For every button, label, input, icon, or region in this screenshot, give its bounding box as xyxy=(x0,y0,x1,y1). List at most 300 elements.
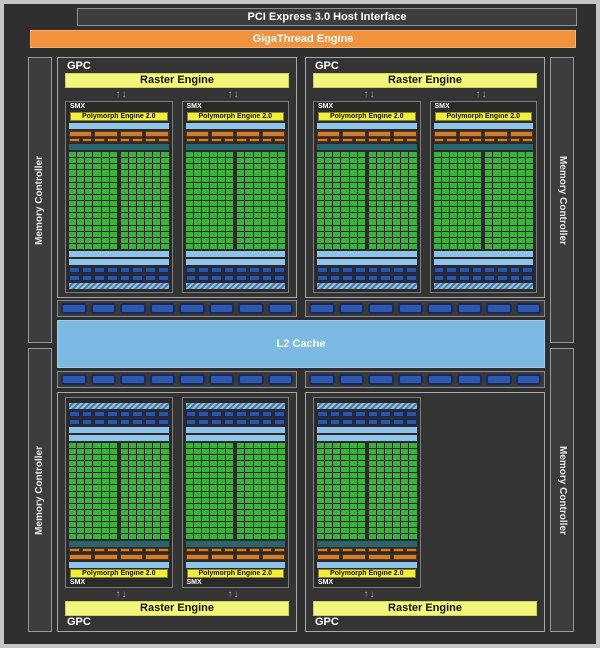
cuda-core-cell xyxy=(458,189,465,194)
cuda-core-cell xyxy=(377,528,384,533)
cuda-core-cell xyxy=(210,504,217,509)
smx-label: SMX xyxy=(70,103,86,110)
dispatch-unit-cell xyxy=(406,548,417,552)
cuda-core-cell xyxy=(526,189,533,194)
cuda-core-cell xyxy=(393,164,400,169)
cuda-core-cell xyxy=(102,164,109,169)
cuda-core-cell xyxy=(341,189,348,194)
cuda-core-cell xyxy=(93,479,100,484)
cuda-core-cell xyxy=(510,219,517,224)
cuda-core-cell xyxy=(350,467,357,472)
load-store-unit-row xyxy=(317,275,417,281)
cuda-core-cell xyxy=(333,467,340,472)
cuda-core-cell xyxy=(262,170,269,175)
cuda-core-cell xyxy=(393,504,400,509)
cuda-core-cell xyxy=(237,238,244,243)
cuda-core-cell xyxy=(218,485,225,490)
cuda-core-cell xyxy=(153,522,160,527)
cuda-core-cell xyxy=(153,244,160,249)
cuda-core-cell xyxy=(218,449,225,454)
cuda-core-cell xyxy=(325,485,332,490)
cuda-core-cell xyxy=(226,510,233,515)
load-store-unit-cell xyxy=(198,419,209,425)
cuda-core-cell xyxy=(85,232,92,237)
cuda-core-cell xyxy=(474,152,481,157)
cuda-core-cell xyxy=(137,158,144,163)
cuda-core-cell xyxy=(254,449,261,454)
cuda-core-cell xyxy=(409,238,416,243)
cuda-core-cell xyxy=(333,528,340,533)
cuda-core-cell xyxy=(278,492,285,497)
warp-scheduler-cell xyxy=(145,131,168,137)
cuda-core-cell xyxy=(202,449,209,454)
cuda-core-cell xyxy=(210,244,217,249)
cuda-core-cell xyxy=(245,213,252,218)
cuda-core-cell xyxy=(85,177,92,182)
cuda-core-cell xyxy=(385,534,392,539)
cuda-core-cell xyxy=(350,455,357,460)
cuda-core-cell xyxy=(341,443,348,448)
cuda-core-cell xyxy=(237,534,244,539)
cuda-core-cell xyxy=(358,492,365,497)
load-store-unit-cell xyxy=(342,419,353,425)
cuda-core-cell xyxy=(278,467,285,472)
cuda-core-cell xyxy=(121,449,128,454)
cuda-core-cell xyxy=(458,183,465,188)
cuda-core-cell xyxy=(137,455,144,460)
cuda-core-cell xyxy=(526,238,533,243)
cuda-core-grid-half xyxy=(369,443,417,539)
cuda-core-cell xyxy=(69,244,76,249)
cuda-core-cell xyxy=(262,449,269,454)
crossbar-port-pill xyxy=(238,303,264,314)
cuda-core-cell xyxy=(121,522,128,527)
texture-cache-bar xyxy=(317,427,417,433)
dispatch-unit-cell xyxy=(472,138,483,142)
cuda-core-cell xyxy=(93,449,100,454)
cuda-core-cell xyxy=(77,461,84,466)
load-store-unit-cell xyxy=(224,275,235,281)
cuda-core-cell xyxy=(393,534,400,539)
cuda-core-cell xyxy=(369,522,376,527)
cuda-core-cell xyxy=(121,498,128,503)
cuda-core-cell xyxy=(377,232,384,237)
cuda-core-cell xyxy=(434,226,441,231)
cuda-core-cell xyxy=(77,244,84,249)
cuda-core-cell xyxy=(121,226,128,231)
cuda-core-cell xyxy=(485,244,492,249)
cuda-core-cell xyxy=(409,485,416,490)
gpc-top-left xyxy=(57,57,297,298)
cuda-core-cell xyxy=(110,449,117,454)
gpc-bottom-left xyxy=(57,392,297,632)
cuda-core-cell xyxy=(278,522,285,527)
cuda-core-cell xyxy=(237,473,244,478)
shared-memory-bar xyxy=(69,403,169,409)
cuda-core-cell xyxy=(401,516,408,521)
cuda-core-cell xyxy=(186,461,193,466)
cuda-core-cell xyxy=(93,183,100,188)
cuda-core-cell xyxy=(186,177,193,182)
cuda-core-cell xyxy=(93,189,100,194)
cuda-core-cell xyxy=(434,213,441,218)
cuda-core-cell xyxy=(458,244,465,249)
cuda-core-cell xyxy=(458,170,465,175)
cuda-core-cell xyxy=(129,189,136,194)
cuda-core-cell xyxy=(218,443,225,448)
cuda-core-cell xyxy=(245,244,252,249)
cuda-core-cell xyxy=(69,504,76,509)
cuda-core-cell xyxy=(434,152,441,157)
cuda-core-cell xyxy=(466,207,473,212)
load-store-unit-cell xyxy=(330,411,341,417)
cuda-core-cell xyxy=(333,443,340,448)
cuda-core-cell xyxy=(237,479,244,484)
dispatch-unit-cell xyxy=(355,548,366,552)
gpc-label: GPC xyxy=(67,616,91,628)
cuda-core-cell xyxy=(254,510,261,515)
cuda-core-cell xyxy=(393,461,400,466)
arrow-pair xyxy=(313,588,425,601)
cuda-core-cell xyxy=(401,238,408,243)
cuda-core-cell xyxy=(110,510,117,515)
cuda-core-cell xyxy=(278,158,285,163)
cuda-core-cell xyxy=(226,195,233,200)
cuda-core-cell xyxy=(317,189,324,194)
cuda-core-cell xyxy=(161,213,168,218)
cuda-core-cell xyxy=(369,528,376,533)
cuda-core-cell xyxy=(110,177,117,182)
cuda-core-cell xyxy=(85,455,92,460)
cuda-core-cell xyxy=(245,232,252,237)
cuda-core-cell xyxy=(350,485,357,490)
cuda-core-cell xyxy=(110,504,117,509)
cuda-core-cell xyxy=(350,195,357,200)
cuda-core-cell xyxy=(218,492,225,497)
cuda-core-cell xyxy=(102,449,109,454)
cuda-core-cell xyxy=(202,201,209,206)
cuda-core-cell xyxy=(237,467,244,472)
cuda-core-cell xyxy=(350,219,357,224)
load-store-unit-row xyxy=(186,419,286,425)
cuda-core-cell xyxy=(194,207,201,212)
cuda-core-cell xyxy=(485,201,492,206)
cuda-core-cell xyxy=(77,528,84,533)
cuda-core-cell xyxy=(102,504,109,509)
cuda-core-cell xyxy=(110,207,117,212)
cuda-core-cell xyxy=(485,152,492,157)
cuda-core-cell xyxy=(129,485,136,490)
crossbar-port-pill xyxy=(486,303,512,314)
up-arrow-icon: ↑ xyxy=(227,89,233,100)
cuda-core-cell xyxy=(409,473,416,478)
cuda-core-cell xyxy=(93,219,100,224)
cuda-core-cell xyxy=(93,510,100,515)
cuda-core-cell xyxy=(218,516,225,521)
dispatch-unit-cell xyxy=(262,138,273,142)
l2-cache-bar xyxy=(57,320,545,368)
cuda-core-cell xyxy=(341,152,348,157)
cuda-core-cell xyxy=(121,534,128,539)
cuda-core-cell xyxy=(153,189,160,194)
cuda-core-cell xyxy=(161,528,168,533)
cuda-core-cell xyxy=(385,158,392,163)
cuda-core-cell xyxy=(93,164,100,169)
cuda-core-cell xyxy=(270,528,277,533)
cuda-core-cell xyxy=(161,232,168,237)
cuda-core-cell xyxy=(161,219,168,224)
up-arrow-icon: ↑ xyxy=(363,89,369,100)
load-store-unit-cell xyxy=(446,275,457,281)
cuda-core-cell xyxy=(77,195,84,200)
cuda-core-cell xyxy=(161,164,168,169)
cuda-core-cell xyxy=(518,152,525,157)
cuda-core-cell xyxy=(129,534,136,539)
cuda-core-cell xyxy=(526,183,533,188)
cuda-core-cell xyxy=(358,449,365,454)
cuda-core-cell xyxy=(110,492,117,497)
cuda-core-cell xyxy=(145,498,152,503)
cuda-core-cell xyxy=(210,449,217,454)
cuda-core-cell xyxy=(237,183,244,188)
cuda-core-cell xyxy=(270,213,277,218)
cuda-core-cell xyxy=(102,443,109,448)
cuda-core-cell xyxy=(93,232,100,237)
cuda-core-cell xyxy=(502,170,509,175)
cuda-core-cell xyxy=(218,504,225,509)
cuda-core-cell xyxy=(237,504,244,509)
cuda-core-cell xyxy=(254,152,261,157)
cuda-core-cell xyxy=(194,201,201,206)
down-arrow-icon: ↓ xyxy=(233,89,239,100)
cuda-core-cell xyxy=(121,201,128,206)
up-arrow-icon: ↑ xyxy=(115,589,121,600)
cuda-core-cell xyxy=(474,219,481,224)
cuda-core-cell xyxy=(358,152,365,157)
cuda-core-cell xyxy=(317,510,324,515)
load-store-unit-cell xyxy=(317,275,328,281)
cuda-core-cell xyxy=(466,232,473,237)
cuda-core-cell xyxy=(121,207,128,212)
load-store-unit-cell xyxy=(224,411,235,417)
cuda-core-cell xyxy=(442,219,449,224)
crossbar-port-pill xyxy=(309,374,335,385)
cuda-core-cell xyxy=(450,244,457,249)
cuda-core-cell xyxy=(493,244,500,249)
register-file-bar xyxy=(186,541,286,547)
load-store-unit-cell xyxy=(107,275,118,281)
cuda-core-cell xyxy=(369,195,376,200)
cuda-core-cell xyxy=(202,485,209,490)
cuda-core-cell xyxy=(393,183,400,188)
cuda-core-cell xyxy=(317,479,324,484)
cuda-core-cell xyxy=(393,244,400,249)
cuda-core-cell xyxy=(377,467,384,472)
cuda-core-cell xyxy=(317,201,324,206)
cuda-core-cell xyxy=(245,467,252,472)
cuda-core-cell xyxy=(270,152,277,157)
cuda-core-cell xyxy=(210,485,217,490)
cuda-core-cell xyxy=(262,498,269,503)
cuda-core-cell xyxy=(377,522,384,527)
cuda-core-cell xyxy=(278,189,285,194)
cuda-core-cell xyxy=(369,485,376,490)
cuda-core-cell xyxy=(85,473,92,478)
cuda-core-cell xyxy=(333,504,340,509)
cuda-core-cell xyxy=(145,238,152,243)
cuda-core-cell xyxy=(442,213,449,218)
cuda-core-cell xyxy=(385,238,392,243)
cuda-core-cell xyxy=(341,195,348,200)
cuda-core-cell xyxy=(317,158,324,163)
load-store-unit-cell xyxy=(132,411,143,417)
cuda-core-cell xyxy=(85,504,92,509)
cuda-core-cell xyxy=(317,238,324,243)
cuda-core-cell xyxy=(93,213,100,218)
cuda-core-cell xyxy=(237,201,244,206)
cuda-core-cell xyxy=(69,158,76,163)
cuda-core-cell xyxy=(350,528,357,533)
cuda-core-cell xyxy=(129,152,136,157)
load-store-unit-cell xyxy=(145,419,156,425)
cuda-core-cell xyxy=(341,492,348,497)
cuda-core-cell xyxy=(210,189,217,194)
cuda-core-cell xyxy=(434,207,441,212)
cuda-core-cell xyxy=(145,443,152,448)
cuda-core-cell xyxy=(85,158,92,163)
cuda-core-cell xyxy=(194,244,201,249)
cuda-core-cell xyxy=(333,455,340,460)
cuda-core-cell xyxy=(186,189,193,194)
cuda-core-cell xyxy=(85,201,92,206)
cuda-core-cell xyxy=(129,455,136,460)
cuda-core-cell xyxy=(278,473,285,478)
cuda-core-cell xyxy=(145,244,152,249)
cuda-core-cell xyxy=(341,504,348,509)
cuda-core-cell xyxy=(270,201,277,206)
cuda-core-cell xyxy=(226,244,233,249)
cuda-core-cell xyxy=(502,232,509,237)
cuda-core-cell xyxy=(245,516,252,521)
dispatch-unit-row xyxy=(69,138,169,142)
cuda-core-cell xyxy=(358,534,365,539)
cuda-core-cell xyxy=(254,189,261,194)
cuda-core-cell xyxy=(526,164,533,169)
cuda-core-cell xyxy=(245,492,252,497)
cuda-core-cell xyxy=(518,189,525,194)
cuda-core-cell xyxy=(245,461,252,466)
cuda-core-cell xyxy=(254,528,261,533)
cuda-core-cell xyxy=(485,164,492,169)
cuda-core-cell xyxy=(186,516,193,521)
cuda-core-cell xyxy=(333,177,340,182)
cuda-core-cell xyxy=(226,461,233,466)
cuda-core-cell xyxy=(210,213,217,218)
cuda-core-cell xyxy=(210,467,217,472)
cuda-core-cell xyxy=(393,189,400,194)
cuda-core-cell xyxy=(385,449,392,454)
cuda-core-cell xyxy=(393,492,400,497)
cuda-core-cell xyxy=(161,461,168,466)
cuda-core-cell xyxy=(121,473,128,478)
cuda-core-cell xyxy=(526,170,533,175)
cuda-core-cell xyxy=(153,219,160,224)
cuda-core-cell xyxy=(210,238,217,243)
shared-memory-bar xyxy=(186,403,286,409)
cuda-core-cell xyxy=(153,473,160,478)
cuda-core-cell xyxy=(385,170,392,175)
cuda-core-cell xyxy=(262,443,269,448)
cuda-core-cell xyxy=(77,219,84,224)
cuda-core-cell xyxy=(210,152,217,157)
cuda-core-cell xyxy=(325,244,332,249)
cuda-core-cell xyxy=(254,244,261,249)
cuda-core-cell xyxy=(350,164,357,169)
cuda-core-cell xyxy=(210,201,217,206)
cuda-core-cell xyxy=(145,510,152,515)
cuda-core-cell xyxy=(270,170,277,175)
cuda-core-cell xyxy=(409,467,416,472)
cuda-core-cell xyxy=(129,467,136,472)
cuda-core-cell xyxy=(102,492,109,497)
cuda-core-cell xyxy=(474,238,481,243)
cuda-core-cell xyxy=(325,522,332,527)
cuda-core-cell xyxy=(254,461,261,466)
cuda-core-cell xyxy=(85,244,92,249)
cuda-core-cell xyxy=(393,479,400,484)
interconnect-bar xyxy=(69,251,169,257)
cuda-core-cell xyxy=(333,244,340,249)
cuda-core-cell xyxy=(226,213,233,218)
cuda-core-cell xyxy=(325,226,332,231)
cuda-core-cell xyxy=(385,473,392,478)
cuda-core-cell xyxy=(69,219,76,224)
cuda-core-cell xyxy=(358,219,365,224)
memory-controller-right-top xyxy=(550,57,574,343)
cuda-core-cell xyxy=(69,195,76,200)
cuda-core-cell xyxy=(385,244,392,249)
cuda-core-cell xyxy=(85,528,92,533)
cuda-core-cell xyxy=(145,201,152,206)
cuda-core-cell xyxy=(466,177,473,182)
cuda-core-cell xyxy=(409,195,416,200)
cuda-core-cell xyxy=(341,226,348,231)
cuda-core-cell xyxy=(393,498,400,503)
cuda-core-cell xyxy=(145,164,152,169)
cuda-core-cell xyxy=(341,479,348,484)
cuda-core-cell xyxy=(145,522,152,527)
up-arrow-icon: ↑ xyxy=(227,589,233,600)
cuda-core-cell xyxy=(102,195,109,200)
cuda-core-cell xyxy=(393,232,400,237)
cuda-core-cell xyxy=(226,449,233,454)
cuda-core-cell xyxy=(325,232,332,237)
cuda-core-cell xyxy=(518,177,525,182)
cuda-core-cell xyxy=(358,201,365,206)
cuda-core-cell xyxy=(510,195,517,200)
cuda-core-cell xyxy=(226,443,233,448)
cuda-core-cell xyxy=(254,195,261,200)
cuda-core-cell xyxy=(254,467,261,472)
cuda-core-cell xyxy=(85,152,92,157)
cuda-core-cell xyxy=(194,219,201,224)
warp-scheduler-cell xyxy=(342,131,365,137)
shared-memory-bar xyxy=(317,403,417,409)
warp-scheduler-cell xyxy=(186,554,209,560)
cuda-core-cell xyxy=(218,170,225,175)
cuda-core-cell xyxy=(254,170,261,175)
cuda-core-cell xyxy=(110,238,117,243)
